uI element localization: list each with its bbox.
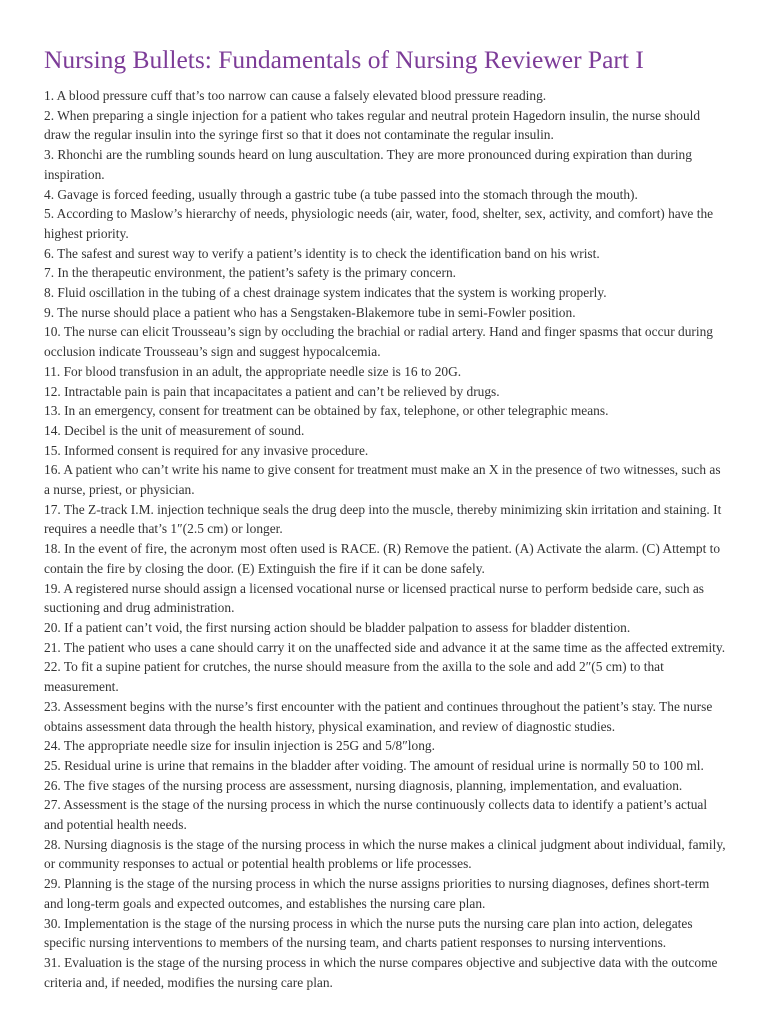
page-title: Nursing Bullets: Fundamentals of Nursing Reviewer Part I — [44, 45, 644, 74]
list-item: 15. Informed consent is required for any invasive procedure. — [44, 442, 369, 458]
list-item: 3. Rhonchi are the rumbling sounds heard on lung auscultation. They are more pronounced during expiration than during inspiration. — [44, 147, 692, 182]
list-item: 29. Planning is the stage of the nursing process in which the nurse assigns priorities to nursing diagnoses, defines short-term and long-term goals and expected outcomes, and establishes the nursing care plan. — [44, 876, 710, 911]
list-item: 25. Residual urine is urine that remains in the bladder after voiding. The amount of residual urine is normally 50 to 100 ml. — [44, 757, 704, 773]
list-item: 9. The nurse should place a patient who has a Sengstaken-Blakemore tube in semi-Fowler position. — [44, 304, 576, 320]
list-item: 24. The appropriate needle size for insulin injection is 25G and 5/8″long. — [44, 738, 435, 754]
list-item: 28. Nursing diagnosis is the stage of the nursing process in which the nurse makes a clinical judgment about individual, family, or community responses to actual or potential health problems or life processes. — [44, 836, 726, 872]
list-item: 30. Implementation is the stage of the nursing process in which the nurse puts the nursing care plan into action, delegates specific nursing interventions to members of the nursing team, and charts patient responses to nursing interventions. — [44, 915, 693, 951]
list-item: 4. Gavage is forced feeding, usually through a gastric tube (a tube passed into the stomach through the mouth). — [44, 186, 638, 202]
list-item: 26. The five stages of the nursing process are assessment, nursing diagnosis, planning, implementation, and evaluation. — [44, 777, 683, 793]
list-item: 11. For blood transfusion in an adult, the appropriate needle size is 16 to 20G. — [44, 363, 462, 379]
list-item: 31. Evaluation is the stage of the nursing process in which the nurse compares objective and subjective data with the outcome criteria and, if needed, modifies the nursing care plan. — [44, 954, 718, 990]
list-item: 21. The patient who uses a cane should carry it on the unaffected side and advance it at the same time as the affected extremity. — [44, 639, 726, 655]
list-item: 16. A patient who can’t write his name to give consent for treatment must make an X in the presence of two witnesses, such as a nurse, priest, or physician. — [44, 462, 721, 498]
list-item: 23. Assessment begins with the nurse’s first encounter with the patient and continues throughout the patient’s stay. The nurse obtains assessment data through the health history, physical examination, and review of diagnostic studies. — [44, 698, 713, 734]
list-item: 13. In an emergency, consent for treatment can be obtained by fax, telephone, or other telegraphic means. — [44, 403, 609, 419]
list-item: 14. Decibel is the unit of measurement of sound. — [44, 422, 305, 438]
list-item: 17. The Z-track I.M. injection technique seals the drug deep into the muscle, thereby minimizing skin irritation and staining. It requires a needle that’s 1″(2.5 cm) or longer. — [44, 501, 722, 537]
list-item: 19. A registered nurse should assign a licensed vocational nurse or licensed practical nurse to perform bedside care, such as suctioning and drug administration. — [44, 580, 705, 616]
list-item: 2. When preparing a single injection for a patient who takes regular and neutral protein Hagedorn insulin, the nurse should draw the regular insulin into the syringe first so that it does not contaminate the regular insulin. — [44, 107, 701, 143]
list-item: 27. Assessment is the stage of the nursing process in which the nurse continuously collects data to identify a patient’s actual and potential health needs. — [44, 797, 708, 833]
list-item: 6. The safest and surest way to verify a patient’s identity is to check the identification band on his wrist. — [44, 245, 600, 261]
list-item: 8. Fluid oscillation in the tubing of a chest drainage system indicates that the system is working properly. — [44, 285, 607, 301]
list-item: 7. In the therapeutic environment, the patient’s safety is the primary concern. — [44, 265, 456, 281]
list-item: 18. In the event of fire, the acronym most often used is RACE. (R) Remove the patient. (A) Activate the alarm. (C) Attempt to contain the fire by closing the door. (E) Extinguish the fire if it can be done safely. — [44, 541, 721, 576]
list-item: 12. Intractable pain is pain that incapacitates a patient and can’t be relieved by drugs. — [44, 383, 500, 399]
list-item: 10. The nurse can elicit Trousseau’s sign by occluding the brachial or radial artery. Hand and finger spasms that occur during occlusion indicate Trousseau’s sign and suggest hypocalcemia. — [44, 324, 713, 360]
list-item: 20. If a patient can’t void, the first nursing action should be bladder palpation to assess for bladder distention. — [44, 619, 631, 635]
list-item: 5. According to Maslow’s hierarchy of needs, physiologic needs (air, water, food, shelter, sex, activity, and comfort) have the highest priority. — [44, 206, 714, 241]
list-item: 1. A blood pressure cuff that’s too narrow can cause a falsely elevated blood pressure reading. — [44, 88, 547, 103]
bullet-list — [44, 86, 728, 992]
list-item: 22. To fit a supine patient for crutches, the nurse should measure from the axilla to the sole and add 2″(5 cm) to that measurement. — [44, 659, 664, 695]
